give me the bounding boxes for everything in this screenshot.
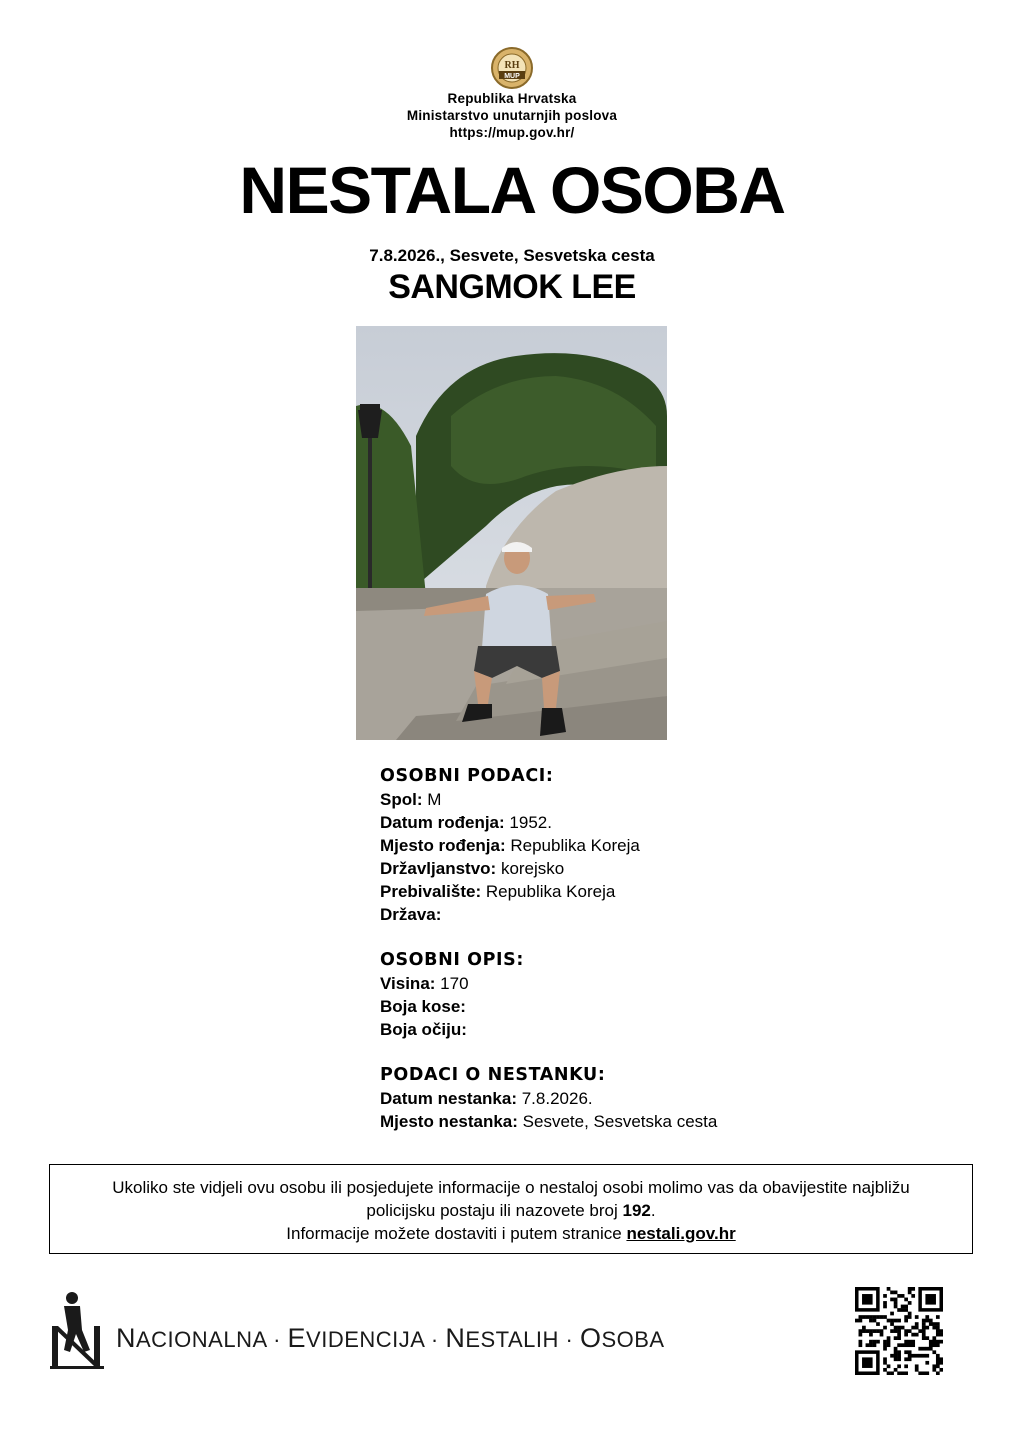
section-title-podaci-o-nestanku: PODACI O NESTANKU: [380,1065,606,1085]
field-visina: Visina: 170 [380,974,469,993]
org-website[interactable]: https://mup.gov.hr/ [449,125,575,140]
header [0,46,1024,141]
info-section [380,764,880,1133]
qr-code-icon[interactable] [855,1287,943,1375]
field-datum-rodjenja: Datum rođenja: 1952. [380,813,552,832]
person-name: SANGMOK LEE [388,268,636,306]
notice-link-line: Informacije možete dostaviti i putem stranice nestali.gov.hr [286,1224,736,1243]
walking-person-icon [50,1290,104,1370]
event-line: 7.8.2026., Sesvete, Sesvetska cesta [369,246,655,265]
nestali-link[interactable]: nestali.gov.hr [626,1224,736,1243]
field-datum-nestanka: Datum nestanka: 7.8.2026. [380,1089,593,1108]
field-mjesto-nestanka: Mjesto nestanka: Sesvete, Sesvetska cesta [380,1112,718,1131]
svg-text:RH: RH [504,60,520,71]
svg-text:MUP: MUP [504,73,520,80]
field-drzava: Država: [380,905,442,924]
field-prebivaliste: Prebivalište: Republika Koreja [380,882,616,901]
mup-crest-icon [490,46,534,90]
notice-text: Ukoliko ste vidjeli ovu osobu ili posjedujete informacije o nestaloj osobi molimo vas da obavijestite najbližu policijsku postaju ili nazovete broj 192. [112,1178,910,1220]
notice-box [49,1164,973,1254]
field-mjesto-rodjenja: Mjesto rođenja: Republika Koreja [380,836,640,855]
field-drzavljanstvo: Državljanstvo: korejsko [380,859,565,878]
org-country: Republika Hrvatska [447,91,577,106]
section-title-osobni-podaci: OSOBNI PODACI: [380,766,554,786]
nen-logo-text: NACIONALNA · EVIDENCIJA · NESTALIH · OSOBA [116,1323,665,1353]
phone-number: 192 [622,1201,651,1220]
page-title: NESTALA OSOBA [239,153,785,227]
field-spol: Spol: M [380,790,442,809]
field-boja-ociju: Boja očiju: [380,1020,467,1039]
section-title-osobni-opis: OSOBNI OPIS: [380,950,524,970]
field-boja-kose: Boja kose: [380,997,466,1016]
org-ministry: Ministarstvo unutarnjih poslova [406,108,618,123]
person-photo [356,326,667,740]
